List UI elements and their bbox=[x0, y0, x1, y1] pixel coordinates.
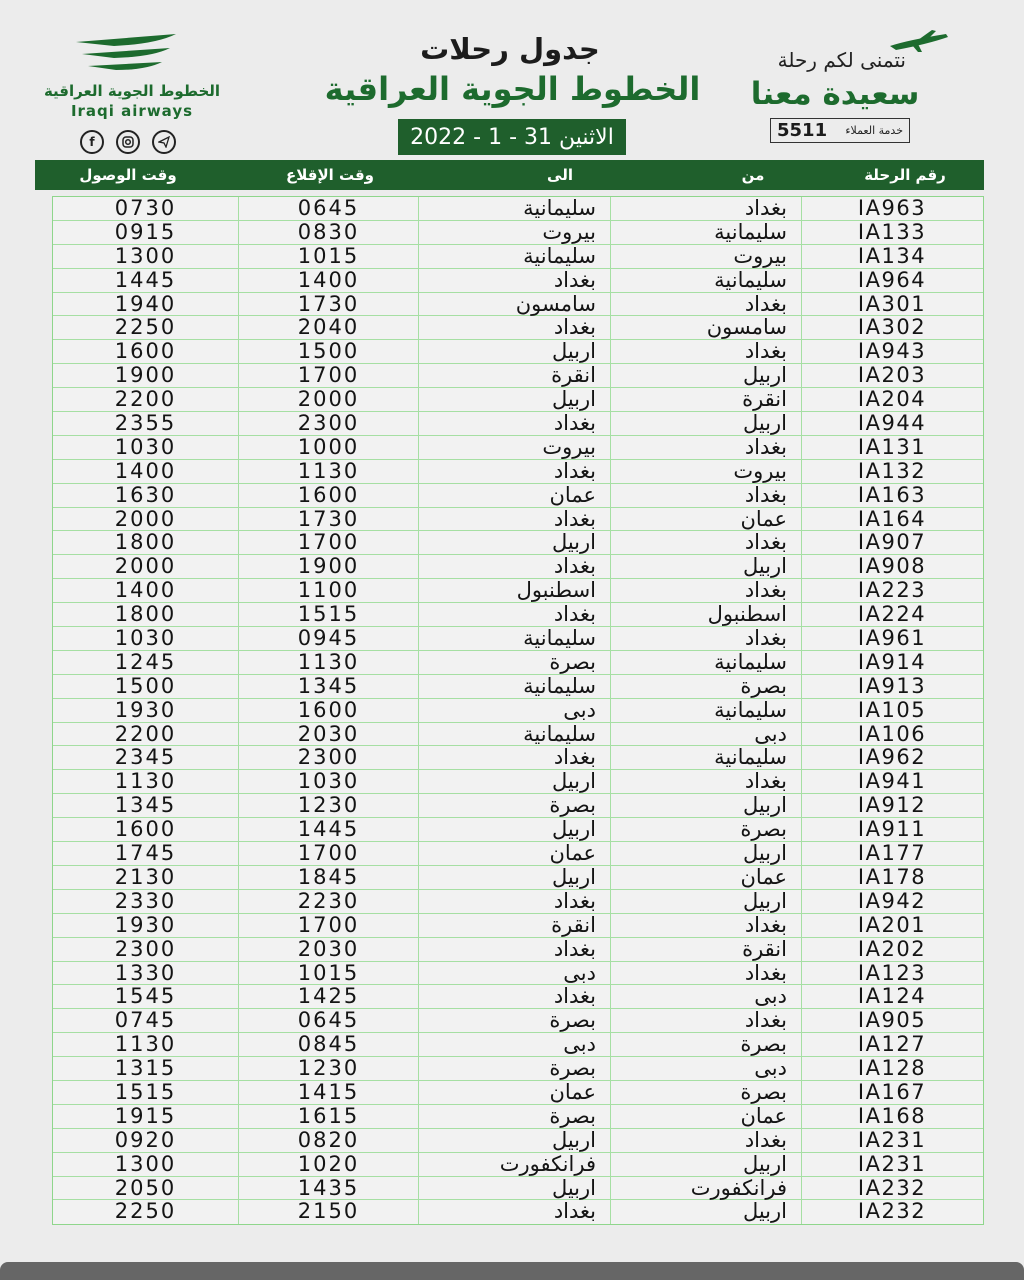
destination: سليمانية bbox=[419, 197, 611, 221]
flight-number: IA961 bbox=[857, 627, 927, 651]
flight-number: IA123 bbox=[857, 961, 927, 985]
arrival-time: 1930 bbox=[53, 699, 239, 723]
departure-time: 1130 bbox=[239, 651, 419, 675]
destination: بغداد bbox=[419, 269, 611, 293]
flight-number: IA132 bbox=[857, 459, 927, 483]
flight-number: IA301 bbox=[857, 292, 927, 316]
table-row bbox=[53, 412, 983, 436]
table-header bbox=[35, 160, 984, 190]
arrival-time: 2000 bbox=[53, 555, 239, 579]
departure-time: 1015 bbox=[239, 245, 419, 269]
table-row bbox=[53, 890, 983, 914]
flight-number: IA914 bbox=[857, 650, 927, 674]
destination: بغداد bbox=[419, 316, 611, 340]
table-row bbox=[53, 484, 983, 508]
arrival-time: 1130 bbox=[53, 1033, 239, 1057]
arrival-time: 1345 bbox=[53, 794, 239, 818]
departure-time: 1030 bbox=[239, 770, 419, 794]
destination: اربيل bbox=[419, 866, 611, 890]
arrival-time: 1940 bbox=[53, 293, 239, 317]
departure-time: 1700 bbox=[239, 364, 419, 388]
origin: بغداد bbox=[611, 1129, 802, 1153]
arrival-time: 1400 bbox=[53, 460, 239, 484]
origin: بغداد bbox=[611, 340, 802, 364]
table-row bbox=[53, 1009, 983, 1033]
origin: بيروت bbox=[611, 460, 802, 484]
arrival-time: 1030 bbox=[53, 436, 239, 460]
table-row bbox=[53, 388, 983, 412]
origin: سليمانية bbox=[611, 699, 802, 723]
destination: بغداد bbox=[419, 985, 611, 1009]
arrival-time: 1315 bbox=[53, 1057, 239, 1081]
origin: اربيل bbox=[611, 555, 802, 579]
destination: اسطنبول bbox=[419, 579, 611, 603]
departure-time: 2230 bbox=[239, 890, 419, 914]
table-row bbox=[53, 508, 983, 532]
flight-number: IA128 bbox=[857, 1057, 927, 1081]
origin: بغداد bbox=[611, 1009, 802, 1033]
arrival-time: 2130 bbox=[53, 866, 239, 890]
table-row bbox=[53, 938, 983, 962]
table-row bbox=[53, 794, 983, 818]
flight-number: IA231 bbox=[857, 1152, 927, 1176]
departure-time: 1435 bbox=[239, 1177, 419, 1201]
arrival-time: 2200 bbox=[53, 388, 239, 412]
destination: بغداد bbox=[419, 890, 611, 914]
arrival-time: 0920 bbox=[53, 1129, 239, 1153]
origin: سليمانية bbox=[611, 651, 802, 675]
destination: اربيل bbox=[419, 531, 611, 555]
table-row bbox=[53, 293, 983, 317]
departure-time: 0820 bbox=[239, 1129, 419, 1153]
destination: بغداد bbox=[419, 938, 611, 962]
table-row bbox=[53, 221, 983, 245]
departure-time: 2030 bbox=[239, 938, 419, 962]
table-row bbox=[53, 818, 983, 842]
origin: فرانكفورت bbox=[611, 1177, 802, 1201]
destination: فرانكفورت bbox=[419, 1153, 611, 1177]
departure-time: 2150 bbox=[239, 1200, 419, 1224]
header-arrival: وقت الوصول bbox=[79, 166, 177, 184]
destination: دبى bbox=[419, 699, 611, 723]
departure-time: 2300 bbox=[239, 412, 419, 436]
table-row bbox=[53, 675, 983, 699]
departure-time: 1730 bbox=[239, 508, 419, 532]
arrival-time: 1500 bbox=[53, 675, 239, 699]
flight-number: IA131 bbox=[857, 435, 927, 459]
table-row bbox=[53, 603, 983, 627]
flight-number: IA202 bbox=[857, 937, 927, 961]
header-to: الى bbox=[547, 166, 573, 184]
destination: بصرة bbox=[419, 1105, 611, 1129]
departure-time: 0945 bbox=[239, 627, 419, 651]
arrival-time: 0745 bbox=[53, 1009, 239, 1033]
departure-time: 1615 bbox=[239, 1105, 419, 1129]
destination: بغداد bbox=[419, 603, 611, 627]
departure-time: 1000 bbox=[239, 436, 419, 460]
origin: بصرة bbox=[611, 1033, 802, 1057]
arrival-time: 1630 bbox=[53, 484, 239, 508]
table-row bbox=[53, 1177, 983, 1201]
table-row bbox=[53, 627, 983, 651]
table-row bbox=[53, 436, 983, 460]
destination: اربيل bbox=[419, 340, 611, 364]
origin: بغداد bbox=[611, 436, 802, 460]
flight-number: IA231 bbox=[857, 1128, 927, 1152]
departure-time: 2000 bbox=[239, 388, 419, 412]
flight-number: IA964 bbox=[857, 268, 927, 292]
arrival-time: 1030 bbox=[53, 627, 239, 651]
wish-text: نتمنى لكم رحلة bbox=[777, 48, 906, 72]
departure-time: 1730 bbox=[239, 293, 419, 317]
origin: بغداد bbox=[611, 962, 802, 986]
arrival-time: 1130 bbox=[53, 770, 239, 794]
arrival-time: 2355 bbox=[53, 412, 239, 436]
flight-number: IA912 bbox=[857, 794, 927, 818]
table-row bbox=[53, 364, 983, 388]
social-links bbox=[80, 130, 176, 154]
departure-time: 1230 bbox=[239, 794, 419, 818]
origin: اربيل bbox=[611, 1200, 802, 1224]
flight-number: IA908 bbox=[857, 555, 927, 579]
table-row bbox=[53, 1200, 983, 1224]
flight-number: IA204 bbox=[857, 388, 927, 412]
origin: دبى bbox=[611, 1057, 802, 1081]
origin: بصرة bbox=[611, 675, 802, 699]
flight-number: IA168 bbox=[857, 1104, 927, 1128]
destination: بصرة bbox=[419, 794, 611, 818]
destination: سليمانية bbox=[419, 723, 611, 747]
arrival-time: 1300 bbox=[53, 245, 239, 269]
flight-number: IA963 bbox=[857, 197, 927, 220]
arrival-time: 1330 bbox=[53, 962, 239, 986]
flight-number: IA942 bbox=[857, 889, 927, 913]
destination: بغداد bbox=[419, 508, 611, 532]
table-row bbox=[53, 460, 983, 484]
table-row bbox=[53, 197, 983, 221]
destination: بغداد bbox=[419, 412, 611, 436]
destination: دبى bbox=[419, 962, 611, 986]
flight-number: IA203 bbox=[857, 364, 927, 388]
telegram-icon[interactable] bbox=[152, 130, 176, 154]
flight-number: IA907 bbox=[857, 531, 927, 555]
table-row bbox=[53, 1033, 983, 1057]
destination: بصرة bbox=[419, 1009, 611, 1033]
table-row bbox=[53, 699, 983, 723]
origin: عمان bbox=[611, 1105, 802, 1129]
destination: عمان bbox=[419, 1081, 611, 1105]
destination: بيروت bbox=[419, 436, 611, 460]
destination: انقرة bbox=[419, 914, 611, 938]
flight-number: IA105 bbox=[857, 698, 927, 722]
origin: انقرة bbox=[611, 938, 802, 962]
flight-number: IA167 bbox=[857, 1080, 927, 1104]
flight-number: IA941 bbox=[857, 770, 927, 794]
iraqi-airways-logo bbox=[74, 30, 184, 78]
table-row bbox=[53, 555, 983, 579]
departure-time: 1500 bbox=[239, 340, 419, 364]
table-row bbox=[53, 1105, 983, 1129]
departure-time: 1425 bbox=[239, 985, 419, 1009]
table-row bbox=[53, 842, 983, 866]
destination: سليمانية bbox=[419, 627, 611, 651]
origin: بغداد bbox=[611, 484, 802, 508]
origin: عمان bbox=[611, 866, 802, 890]
departure-time: 1415 bbox=[239, 1081, 419, 1105]
origin: اربيل bbox=[611, 364, 802, 388]
arrival-time: 1445 bbox=[53, 269, 239, 293]
header-from: من bbox=[741, 166, 765, 184]
origin: بغداد bbox=[611, 531, 802, 555]
flight-number: IA164 bbox=[857, 507, 927, 531]
flight-number: IA177 bbox=[857, 842, 927, 866]
logo-english-text: Iraqi airways bbox=[70, 102, 194, 120]
arrival-time: 2345 bbox=[53, 746, 239, 770]
departure-time: 1600 bbox=[239, 699, 419, 723]
destination: اربيل bbox=[419, 1129, 611, 1153]
flight-number: IA232 bbox=[857, 1200, 927, 1224]
arrival-time: 1800 bbox=[53, 531, 239, 555]
table-row bbox=[53, 531, 983, 555]
destination: بصرة bbox=[419, 1057, 611, 1081]
page-title: جدول رحلات bbox=[420, 32, 600, 66]
table-row bbox=[53, 770, 983, 794]
origin: بصرة bbox=[611, 1081, 802, 1105]
header-flight-number: رقم الرحلة bbox=[864, 166, 946, 184]
flight-number: IA943 bbox=[857, 340, 927, 364]
departure-time: 2040 bbox=[239, 316, 419, 340]
arrival-time: 1915 bbox=[53, 1105, 239, 1129]
customer-service-number: 5511 bbox=[777, 120, 828, 141]
table-row bbox=[53, 1153, 983, 1177]
destination: اربيل bbox=[419, 1177, 611, 1201]
arrival-time: 1900 bbox=[53, 364, 239, 388]
destination: انقرة bbox=[419, 364, 611, 388]
origin: سامسون bbox=[611, 316, 802, 340]
origin: اسطنبول bbox=[611, 603, 802, 627]
table-row bbox=[53, 651, 983, 675]
destination: سليمانية bbox=[419, 245, 611, 269]
origin: دبى bbox=[611, 985, 802, 1009]
arrival-time: 2200 bbox=[53, 723, 239, 747]
departure-time: 1130 bbox=[239, 460, 419, 484]
flight-number: IA106 bbox=[857, 722, 927, 746]
airline-name: الخطوط الجوية العراقية bbox=[324, 70, 701, 108]
departure-time: 1900 bbox=[239, 555, 419, 579]
arrival-time: 2050 bbox=[53, 1177, 239, 1201]
destination: بيروت bbox=[419, 221, 611, 245]
arrival-time: 1745 bbox=[53, 842, 239, 866]
arrival-time: 1300 bbox=[53, 1153, 239, 1177]
departure-time: 1345 bbox=[239, 675, 419, 699]
table-row bbox=[53, 316, 983, 340]
origin: بيروت bbox=[611, 245, 802, 269]
table-row bbox=[53, 723, 983, 747]
origin: بغداد bbox=[611, 627, 802, 651]
table-row bbox=[53, 1081, 983, 1105]
origin: سليمانية bbox=[611, 221, 802, 245]
arrival-time: 2330 bbox=[53, 890, 239, 914]
flight-number: IA223 bbox=[857, 579, 927, 603]
origin: بغداد bbox=[611, 914, 802, 938]
header bbox=[0, 0, 1024, 160]
flight-number: IA962 bbox=[857, 746, 927, 770]
origin: بصرة bbox=[611, 818, 802, 842]
destination: بغداد bbox=[419, 460, 611, 484]
flight-number: IA178 bbox=[857, 865, 927, 889]
schedule-date: الاثنين 31 - 1 - 2022 bbox=[398, 119, 626, 155]
departure-time: 2030 bbox=[239, 723, 419, 747]
destination: عمان bbox=[419, 484, 611, 508]
departure-time: 0845 bbox=[239, 1033, 419, 1057]
flight-number: IA224 bbox=[857, 603, 927, 627]
arrival-time: 1600 bbox=[53, 818, 239, 842]
arrival-time: 1245 bbox=[53, 651, 239, 675]
flight-number: IA127 bbox=[857, 1033, 927, 1057]
header-departure: وقت الإقلاع bbox=[285, 166, 374, 184]
arrival-time: 1600 bbox=[53, 340, 239, 364]
departure-time: 1230 bbox=[239, 1057, 419, 1081]
arrival-time: 1545 bbox=[53, 985, 239, 1009]
arrival-time: 1400 bbox=[53, 579, 239, 603]
flight-number: IA134 bbox=[857, 244, 927, 268]
flights-table bbox=[52, 196, 984, 1225]
flight-number: IA232 bbox=[857, 1176, 927, 1200]
destination: اربيل bbox=[419, 770, 611, 794]
origin: اربيل bbox=[611, 1153, 802, 1177]
destination: اربيل bbox=[419, 388, 611, 412]
bottom-bar bbox=[0, 1262, 1024, 1280]
arrival-time: 1930 bbox=[53, 914, 239, 938]
departure-time: 1700 bbox=[239, 531, 419, 555]
table-row bbox=[53, 866, 983, 890]
departure-time: 1845 bbox=[239, 866, 419, 890]
departure-time: 1515 bbox=[239, 603, 419, 627]
origin: اربيل bbox=[611, 794, 802, 818]
table-row bbox=[53, 962, 983, 986]
departure-time: 2300 bbox=[239, 746, 419, 770]
destination: اربيل bbox=[419, 818, 611, 842]
flight-number: IA163 bbox=[857, 483, 927, 507]
destination: بغداد bbox=[419, 1200, 611, 1224]
customer-service-box bbox=[770, 118, 910, 143]
destination: بصرة bbox=[419, 651, 611, 675]
flight-number: IA944 bbox=[857, 412, 927, 436]
departure-time: 1445 bbox=[239, 818, 419, 842]
departure-time: 0645 bbox=[239, 1009, 419, 1033]
happy-text: سعيدة معنا bbox=[750, 76, 920, 112]
table-row bbox=[53, 1057, 983, 1081]
origin: بغداد bbox=[611, 197, 802, 221]
table-row bbox=[53, 340, 983, 364]
departure-time: 1015 bbox=[239, 962, 419, 986]
destination: عمان bbox=[419, 842, 611, 866]
origin: بغداد bbox=[611, 293, 802, 317]
departure-time: 1700 bbox=[239, 914, 419, 938]
table-row bbox=[53, 245, 983, 269]
departure-time: 1600 bbox=[239, 484, 419, 508]
origin: بغداد bbox=[611, 579, 802, 603]
origin: عمان bbox=[611, 508, 802, 532]
flight-number: IA124 bbox=[857, 985, 927, 1009]
destination: سليمانية bbox=[419, 675, 611, 699]
origin: اربيل bbox=[611, 412, 802, 436]
table-row bbox=[53, 1129, 983, 1153]
destination: دبى bbox=[419, 1033, 611, 1057]
arrival-time: 0730 bbox=[53, 197, 239, 221]
flight-number: IA911 bbox=[857, 818, 927, 842]
origin: اربيل bbox=[611, 842, 802, 866]
table-row bbox=[53, 985, 983, 1009]
destination: بغداد bbox=[419, 746, 611, 770]
flight-number: IA905 bbox=[857, 1009, 927, 1033]
instagram-icon[interactable] bbox=[116, 130, 140, 154]
origin: اربيل bbox=[611, 890, 802, 914]
arrival-time: 2250 bbox=[53, 316, 239, 340]
flight-number: IA302 bbox=[857, 316, 927, 340]
departure-time: 1100 bbox=[239, 579, 419, 603]
origin: سليمانية bbox=[611, 269, 802, 293]
departure-time: 0830 bbox=[239, 221, 419, 245]
arrival-time: 2300 bbox=[53, 938, 239, 962]
flight-number: IA913 bbox=[857, 674, 927, 698]
flight-number: IA201 bbox=[857, 913, 927, 937]
arrival-time: 2000 bbox=[53, 508, 239, 532]
arrival-time: 2250 bbox=[53, 1200, 239, 1224]
arrival-time: 1800 bbox=[53, 603, 239, 627]
origin: بغداد bbox=[611, 770, 802, 794]
logo-arabic-text: الخطوط الجوية العراقية bbox=[43, 82, 221, 100]
origin: سليمانية bbox=[611, 746, 802, 770]
origin: انقرة bbox=[611, 388, 802, 412]
flight-number: IA133 bbox=[857, 220, 927, 244]
table-row bbox=[53, 746, 983, 770]
arrival-time: 0915 bbox=[53, 221, 239, 245]
departure-time: 1020 bbox=[239, 1153, 419, 1177]
departure-time: 0645 bbox=[239, 197, 419, 221]
destination: سامسون bbox=[419, 293, 611, 317]
table-row bbox=[53, 914, 983, 938]
departure-time: 1400 bbox=[239, 269, 419, 293]
origin: دبى bbox=[611, 723, 802, 747]
departure-time: 1700 bbox=[239, 842, 419, 866]
destination: بغداد bbox=[419, 555, 611, 579]
customer-service-label: خدمة العملاء bbox=[845, 124, 903, 137]
table-row bbox=[53, 269, 983, 293]
facebook-icon[interactable]: f bbox=[80, 130, 104, 154]
arrival-time: 1515 bbox=[53, 1081, 239, 1105]
table-row bbox=[53, 579, 983, 603]
